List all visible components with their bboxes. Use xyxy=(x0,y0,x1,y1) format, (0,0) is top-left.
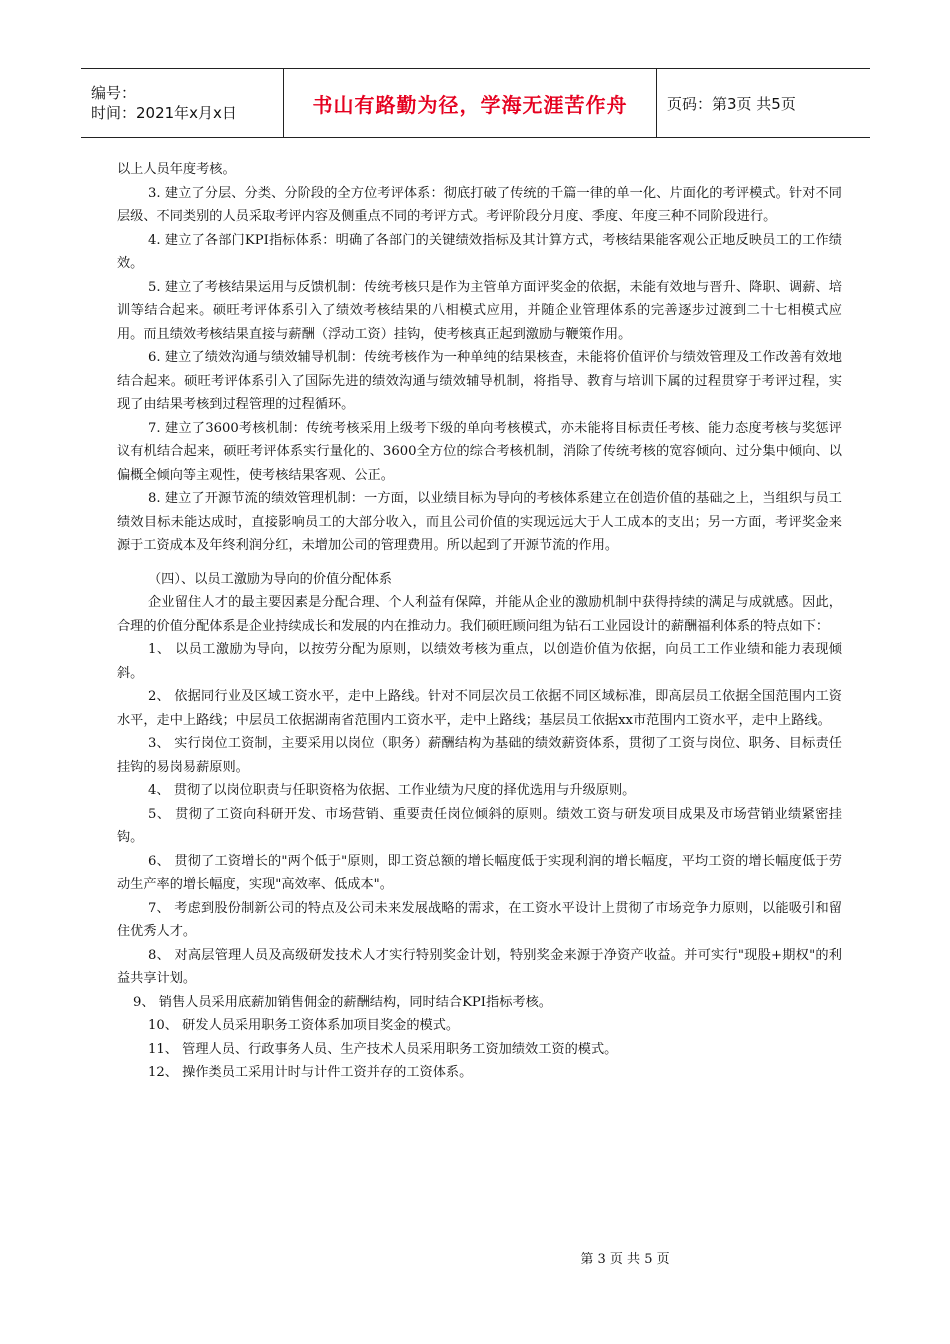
date-label: 时间：2021年x月x日 xyxy=(91,104,237,122)
list-item: 11、 管理人员、行政事务人员、生产技术人员采用职务工资加绩效工资的模式。 xyxy=(148,1041,618,1057)
section-heading: （四）、以员工激励为导向的价值分配体系 xyxy=(148,571,392,587)
list-item: 10、 研发人员采用职务工资体系加项目奖金的模式。 xyxy=(148,1018,460,1033)
list-item: 1、 以员工激励为导向，以按劳分配为原则，以绩效考核为重点，以创造价值为依据，向员工工作业绩和能力表现倾斜。 xyxy=(117,642,842,681)
list-item: 6、 贯彻了工资增长的"两个低于"原则，即工资总额的增长幅度低于实现利润的增长幅度，平均工资的增长幅度低于劳动生产率的增长幅度，实现"高效率、低成本"。 xyxy=(117,853,842,892)
number-label: 编号： xyxy=(91,84,137,102)
paragraph: 8. 建立了开源节流的绩效管理机制：一方面，以业绩目标为导向的考核体系建立在创造价值的基础之上，当组织与员工绩效目标未能达成时，直接影响员工的大部分收入，而且公司价值的实现远远大于人工成本的支出；另一方面，考评奖金来源于工资成本及年终利润分红，未增加公司的管理费用。所以起到了开源节流的作用。 xyxy=(117,491,842,553)
paragraph: 7. 建立了3600考核机制：传统考核采用上级考下级的单向考核模式，亦未能将目标责任考核、能力态度考核与奖惩评议有机结合起来，硕旺考评体系实行量化的、3600全方位的综合考核机制，消除了传统考核的宽容倾向、过分集中倾向、以偏概全倾向等主观性，使考核结果客观、公正。 xyxy=(117,420,842,483)
list-item: 5、 贯彻了工资向科研开发、市场营销、重要责任岗位倾斜的原则。绩效工资与研发项目成果及市场营销业绩紧密挂钩。 xyxy=(117,806,842,845)
page-info-text: 页码：第3页 共5页 xyxy=(667,94,796,113)
paragraph: 5. 建立了考核结果运用与反馈机制：传统考核只是作为主管单方面评奖金的依据，未能有效地与晋升、降职、调薪、培训等结合起来。硕旺考评体系引入了绩效考核结果的八相模式应用，并随企业管理体系的完善逐步过渡到二十七相模式应用。而且绩效考核结果直接与薪酬（浮动工资）挂钩，使考核真正起到激励与鞭策作用。 xyxy=(117,279,842,342)
document-body xyxy=(117,158,842,1085)
header-meta xyxy=(81,69,284,137)
document-header xyxy=(81,68,870,138)
page-footer xyxy=(0,1248,950,1267)
list-item: 7、 考虑到股份制新公司的特点及公司未来发展战略的需求，在工资水平设计上贯彻了市场竞争力原则，以能吸引和留住优秀人才。 xyxy=(117,900,842,939)
list-item: 4、 贯彻了以岗位职责与任职资格为依据、工作业绩为尺度的择优选用与升级原则。 xyxy=(148,783,636,798)
paragraph: 以上人员年度考核。 xyxy=(117,162,236,177)
list-item: 12、 操作类员工采用计时与计件工资并存的工资体系。 xyxy=(148,1065,473,1080)
paragraph: 4. 建立了各部门KPI指标体系：明确了各部门的关键绩效指标及其计算方式，考核结果能客观公正地反映员工的工作绩效。 xyxy=(117,232,842,271)
motto-text: 书山有路勤为径，学海无涯苦作舟 xyxy=(312,92,628,117)
paragraph: 3. 建立了分层、分类、分阶段的全方位考评体系：彻底打破了传统的千篇一律的单一化、片面化的考评模式。针对不同层级、不同类别的人员采取考评内容及侧重点不同的考评方式。考评阶段分月度、季度、年度三种不同阶段进行。 xyxy=(117,185,842,224)
header-motto xyxy=(284,69,657,137)
header-page-info xyxy=(657,69,870,137)
footer-page-number: 第 3 页 共 5 页 xyxy=(580,1252,670,1267)
list-item: 8、 对高层管理人员及高级研发技术人才实行特别奖金计划，特别奖金来源于净资产收益。并可实行"现股+期权"的利益共享计划。 xyxy=(117,947,842,986)
list-item: 2、 依据同行业及区域工资水平，走中上路线。针对不同层次员工依据不同区域标准，即高层员工依据全国范围内工资水平，走中上路线；中层员工依据湖南省范围内工资水平，走中上路线；基层员工依据xx市范围内工资水平，走中上路线。 xyxy=(117,689,842,728)
list-item: 9、 销售人员采用底薪加销售佣金的薪酬结构，同时结合KPI指标考核。 xyxy=(133,994,552,1010)
paragraph: 企业留住人才的最主要因素是分配合理、个人利益有保障，并能从企业的激励机制中获得持续的满足与成就感。因此，合理的价值分配体系是企业持续成长和发展的内在推动力。我们硕旺顾问组为钻石工业园设计的薪酬福利体系的特点如下： xyxy=(117,595,842,634)
list-item: 3、 实行岗位工资制，主要采用以岗位（职务）薪酬结构为基础的绩效薪资体系，贯彻了工资与岗位、职务、目标责任挂钩的易岗易薪原则。 xyxy=(117,736,842,775)
paragraph: 6. 建立了绩效沟通与绩效辅导机制：传统考核作为一种单纯的结果核查，未能将价值评价与绩效管理及工作改善有效地结合起来。硕旺考评体系引入了国际先进的绩效沟通与绩效辅导机制，将指导、教育与培训下属的过程贯穿于考评过程，实现了由结果考核到过程管理的过程循环。 xyxy=(117,350,842,412)
